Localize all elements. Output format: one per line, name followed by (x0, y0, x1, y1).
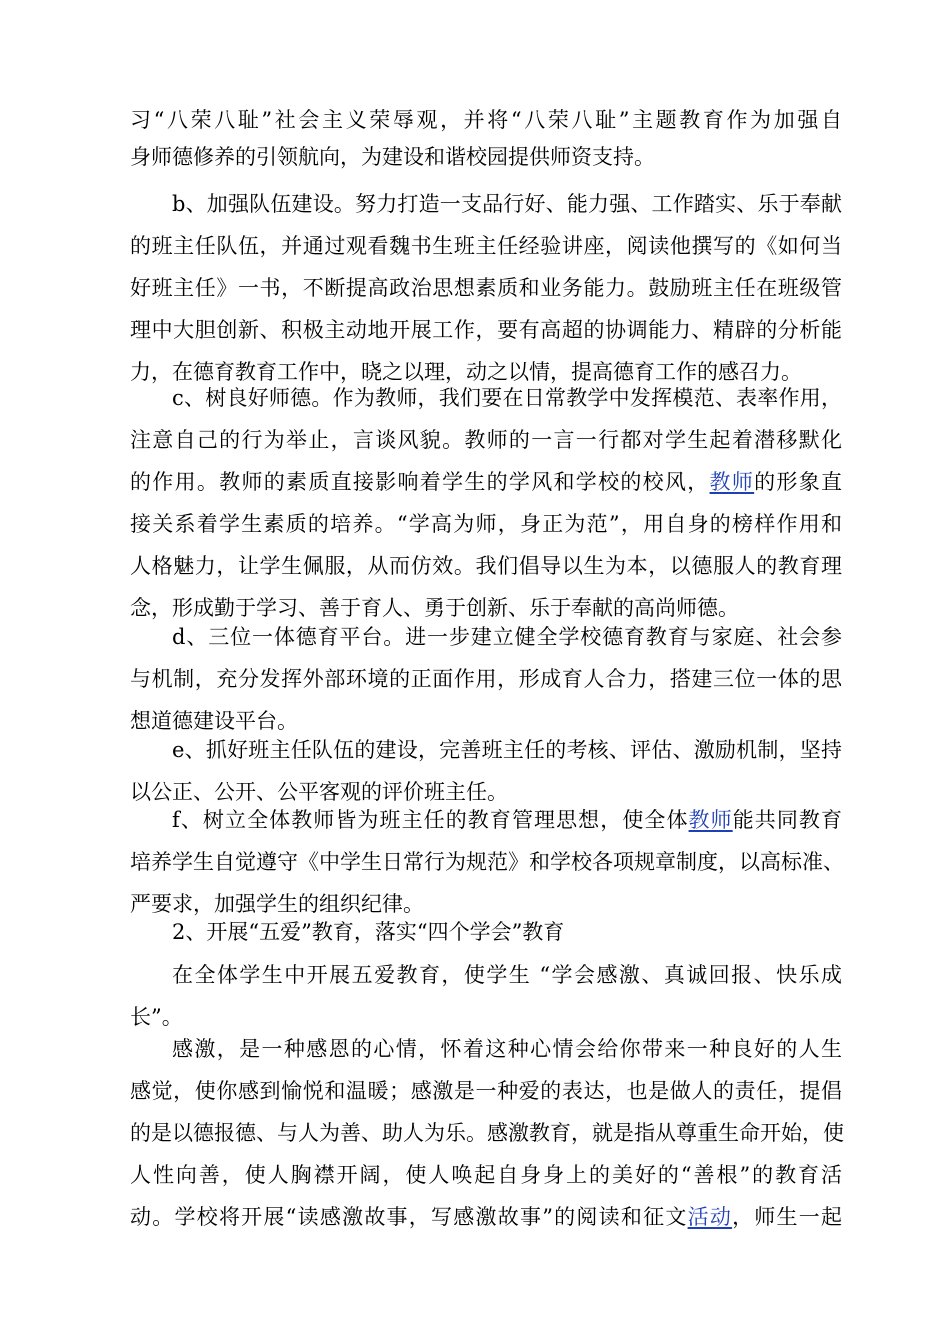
line-text: 好班主任》一书，不断提高政治思想素质和业务能力。鼓励班主任在班级管 (130, 276, 842, 300)
line-text: 的班主任队伍，并通过观看魏书生班主任经验讲座，阅读他撰写的《如何当 (130, 234, 842, 258)
line-text: d、三位一体德育平台。进一步建立健全学校德育教育与家庭、社会参 (172, 625, 842, 649)
text-line (172, 1033, 842, 1065)
text-line (130, 314, 842, 346)
text-line (130, 272, 842, 304)
line-text: 长”。 (130, 1005, 183, 1029)
line-text: 力，在德育教育工作中，晓之以理，动之以情，提高德育工作的感召力。 (130, 360, 802, 384)
text-line (130, 1201, 842, 1233)
text-line (130, 1075, 842, 1107)
line-text: 身师德修养的引领航向，为建设和谐校园提供师资支持。 (130, 145, 655, 169)
text-line (172, 916, 564, 948)
line-text: 人格魅力，让学生佩服，从而仿效。我们倡导以生为本，以德服人的教育理 (130, 554, 842, 578)
line-text: 感激，是一种感恩的心情，怀着这种心情会给你带来一种良好的人生 (172, 1037, 842, 1061)
text-line (130, 550, 842, 582)
text-line (130, 141, 655, 173)
text-line (130, 1001, 183, 1033)
line-text: 的作用。教师的素质直接影响着学生的学风和学校的校风， (130, 470, 710, 494)
text-line (130, 1159, 842, 1191)
line-text: 接关系着学生素质的培养。“学高为师，身正为范”，用自身的榜样作用和 (130, 512, 842, 536)
line-text: e、抓好班主任队伍的建设，完善班主任的考核、评估、激励机制，坚持 (172, 738, 842, 762)
hyperlink[interactable]: 教师 (688, 808, 733, 832)
line-text: 念，形成勤于学习、善于育人、勇于创新、乐于奉献的高尚师德。 (130, 596, 739, 620)
line-text: 的是以德报德、与人为善、助人为乐。感激教育，就是指从尊重生命开始，使 (130, 1121, 844, 1145)
text-line (130, 846, 842, 878)
line-text: f、树立全体教师皆为班主任的教育管理思想，使全体 (172, 808, 689, 832)
line-text: 动。学校将开展“读感激故事，写感激故事”的阅读和征文 (130, 1205, 688, 1229)
line-text: 严要求，加强学生的组织纪律。 (130, 892, 424, 916)
text-line (130, 230, 842, 262)
text-line (172, 734, 842, 766)
line-text: 想道德建设平台。 (130, 709, 298, 733)
line-text: 在全体学生中开展五爱教育，使学生 “学会感激、真诚回报、快乐成 (172, 963, 842, 987)
text-line (172, 621, 842, 653)
text-line (130, 592, 739, 624)
text-line (130, 705, 298, 737)
text-line (130, 1117, 842, 1149)
text-line (172, 188, 842, 220)
line-text: b、加强队伍建设。努力打造一支品行好、能力强、工作踏实、乐于奉献 (172, 192, 842, 216)
line-text: c、树良好师德。作为教师，我们要在日常教学中发挥模范、表率作用， (172, 386, 842, 410)
hyperlink[interactable]: 活动 (687, 1205, 733, 1229)
line-text: 能共同教育 (732, 808, 842, 832)
text-line (130, 104, 842, 136)
text-line (172, 804, 842, 836)
text-line (130, 424, 842, 456)
line-text: 人性向善，使人胸襟开阔，使人唤起自身身上的美好的“善根”的教育活 (130, 1163, 842, 1187)
line-text: 培养学生自觉遵守《中学生日常行为规范》和学校各项规章制度，以高标准、 (130, 850, 844, 874)
text-line (130, 508, 842, 540)
text-line (172, 959, 842, 991)
line-text: 与机制，充分发挥外部环境的正面作用，形成育人合力，搭建三位一体的思 (130, 667, 842, 691)
text-line (130, 466, 842, 498)
line-text: 以公正、公开、公平客观的评价班主任。 (130, 780, 508, 804)
line-text: 2、开展“五爱”教育，落实“四个学会”教育 (172, 920, 565, 944)
text-line (130, 663, 842, 695)
line-text: 的形象直 (754, 470, 843, 494)
hyperlink[interactable]: 教师 (709, 470, 755, 494)
text-line (172, 382, 842, 414)
line-text: ，师生一起 (732, 1205, 843, 1229)
line-text: 感觉，使你感到愉悦和温暖；感激是一种爱的表达，也是做人的责任，提倡 (130, 1079, 842, 1103)
line-text: 注意自己的行为举止，言谈风貌。教师的一言一行都对学生起着潜移默化 (130, 428, 842, 452)
line-text: 习“八荣八耻”社会主义荣辱观，并将“八荣八耻”主题教育作为加强自 (130, 108, 842, 132)
line-text: 理中大胆创新、积极主动地开展工作，要有高超的协调能力、精辟的分析能 (130, 318, 842, 342)
